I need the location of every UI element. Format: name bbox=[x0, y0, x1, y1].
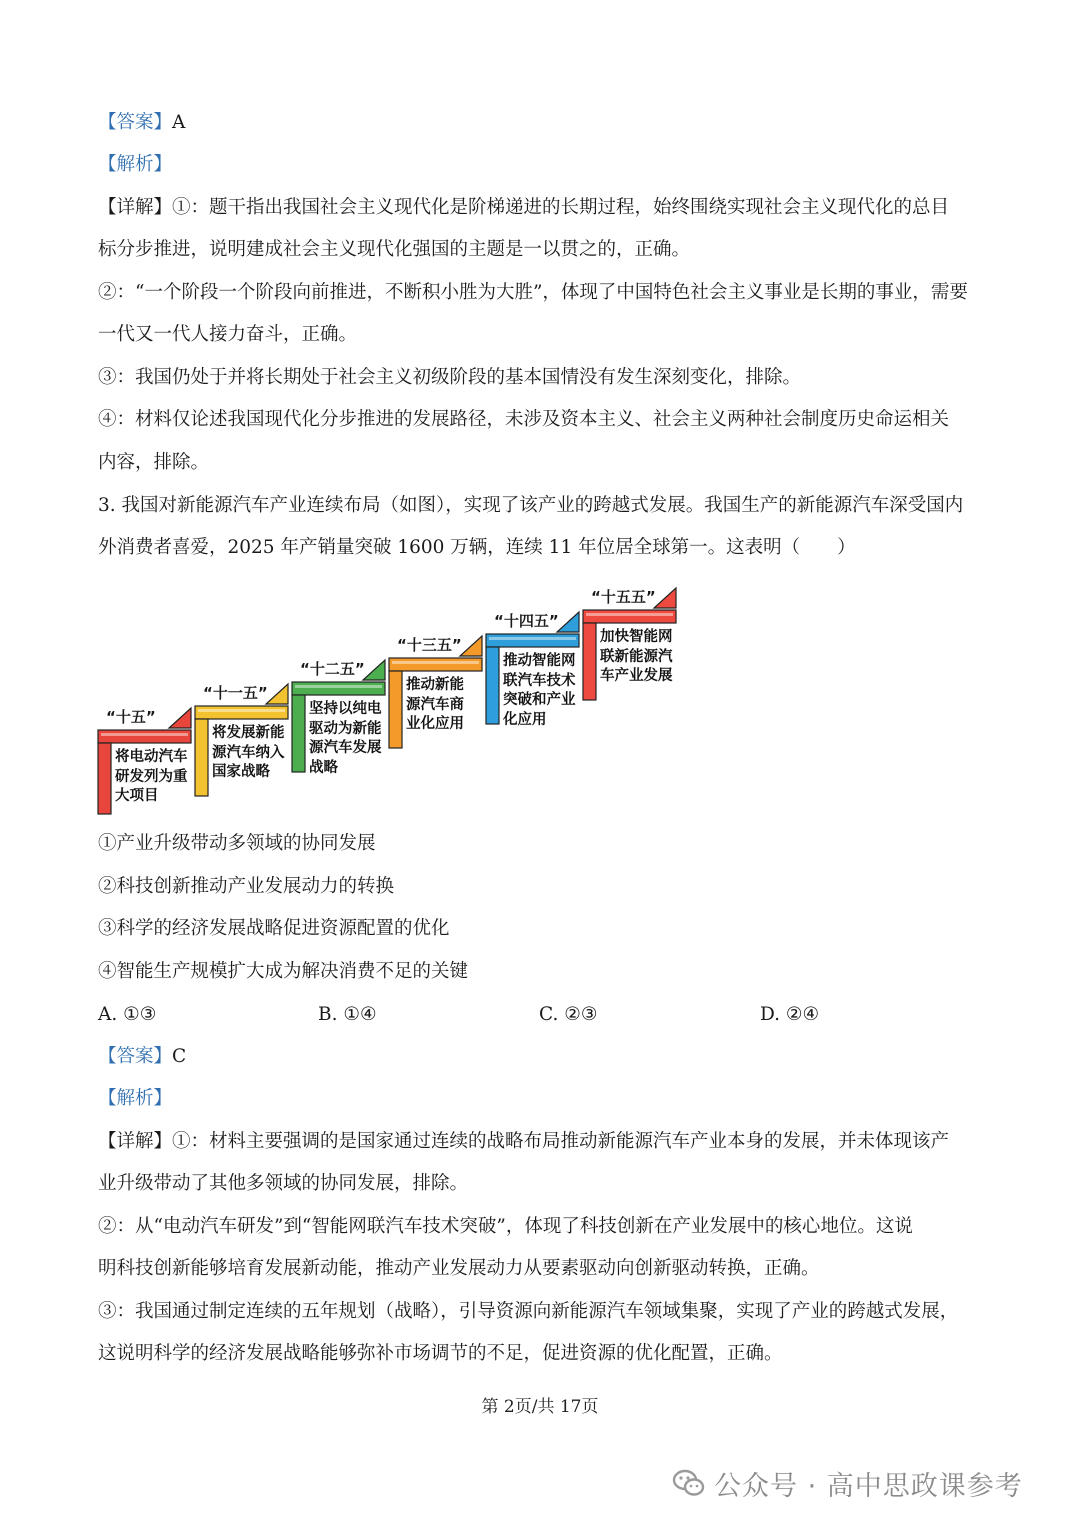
step-column-2 bbox=[195, 719, 208, 796]
step-text-line: 研发列为重 bbox=[115, 768, 188, 785]
step-highlight-2 bbox=[198, 709, 285, 712]
q2-detail-line-5: ③：我国仍处于并将长期处于社会主义初级阶段的基本国情没有发生深刻变化，排除。 bbox=[98, 367, 802, 388]
q3-detail-line-4: 明科技创新能够培育发展新动能，推动产业发展动力从要素驱动向创新驱动转换，正确。 bbox=[98, 1258, 820, 1279]
step-label-4: “十三五” bbox=[397, 636, 462, 654]
step-label-3: “十二五” bbox=[300, 660, 365, 678]
step-text-line: 突破和产业 bbox=[503, 692, 576, 708]
step-highlight-1 bbox=[101, 733, 188, 736]
step-text-line: 坚持以纯电 bbox=[309, 701, 382, 717]
step-text-line: 推动智能网 bbox=[503, 653, 576, 669]
step-text-line: 大项目 bbox=[115, 788, 159, 804]
step-text-line: 驱动为新能 bbox=[309, 720, 382, 737]
five-year-plan-staircase-figure bbox=[96, 576, 696, 816]
option-b: B. ①④ bbox=[318, 1004, 377, 1025]
step-highlight-3 bbox=[295, 685, 382, 688]
wechat-icon bbox=[672, 1466, 706, 1500]
step-bar-3 bbox=[292, 682, 385, 695]
step-column-5 bbox=[486, 647, 499, 724]
step-flag-3 bbox=[363, 660, 385, 680]
step-label-1: “十五” bbox=[106, 708, 156, 726]
step-bar-1 bbox=[98, 730, 191, 743]
q2-detail-line-2: 标分步推进，说明建成社会主义现代化强国的主题是一以贯之的，正确。 bbox=[98, 239, 691, 260]
step-text-line: 将电动汽车 bbox=[115, 749, 188, 765]
q3-answer-line bbox=[98, 1045, 984, 1069]
option-d: D. ②④ bbox=[760, 1004, 820, 1025]
step-bar-6 bbox=[583, 610, 676, 623]
q3-stem-line-1: 3. 我国对新能源汽车产业连续布局（如图），实现了该产业的跨越式发展。我国生产的新能源汽车深受国内 bbox=[98, 495, 964, 516]
step-bar-2 bbox=[195, 706, 288, 719]
step-text-line: 业化应用 bbox=[406, 716, 464, 732]
q3-statement-2: ②科技创新推动产业发展动力的转换 bbox=[98, 876, 395, 897]
step-text-line: 车产业发展 bbox=[600, 668, 673, 684]
step-flag-6 bbox=[654, 588, 676, 608]
step-bar-5 bbox=[486, 634, 579, 647]
q3-analysis-line bbox=[98, 1087, 984, 1111]
step-label-5: “十四五” bbox=[494, 612, 559, 630]
q3-stem-line-2: 外消费者喜爱，2025 年产销量突破 1600 万辆，连续 11 年位居全球第一。这表明（ ） bbox=[98, 537, 856, 558]
watermark-text: 公众号 · 高中思政课参考 bbox=[714, 1470, 1023, 1502]
q2-detail-line-3: ②：“一个阶段一个阶段向前推进，不断积小胜为大胜”，体现了中国特色社会主义事业是长期的事业，需要 bbox=[98, 282, 968, 303]
step-text-line: 国家战略 bbox=[212, 764, 270, 780]
step-column-3 bbox=[292, 695, 305, 772]
step-label-6: “十五五” bbox=[591, 588, 656, 606]
step-text-5 bbox=[503, 652, 576, 730]
step-column-1 bbox=[98, 743, 111, 814]
q3-statement-4: ④智能生产规模扩大成为解决消费不足的关键 bbox=[98, 961, 469, 982]
step-bar-4 bbox=[389, 658, 482, 671]
q2-detail-line-6: ④：材料仅论述我国现代化分步推进的发展路径，未涉及资本主义、社会主义两种社会制度历史命运相关 bbox=[98, 409, 950, 430]
analysis-tag: 【解析】 bbox=[98, 154, 173, 175]
q2-analysis-line bbox=[98, 153, 984, 177]
option-a: A. ①③ bbox=[98, 1004, 157, 1025]
answer-value: A bbox=[172, 112, 186, 133]
step-text-3 bbox=[309, 700, 382, 778]
step-text-6 bbox=[600, 628, 673, 687]
step-text-line: 将发展新能 bbox=[212, 725, 285, 741]
step-text-1 bbox=[115, 748, 188, 807]
step-text-line: 联汽车技术 bbox=[503, 672, 576, 689]
step-column-4 bbox=[389, 671, 402, 748]
step-flag-4 bbox=[460, 636, 482, 656]
step-text-line: 联新能源汽 bbox=[600, 648, 673, 665]
step-text-line: 加快智能网 bbox=[600, 629, 673, 645]
option-c: C. ②③ bbox=[539, 1004, 598, 1025]
step-flag-1 bbox=[169, 708, 191, 728]
q3-statement-1: ①产业升级带动多领域的协同发展 bbox=[98, 833, 376, 854]
analysis-tag: 【解析】 bbox=[98, 1088, 173, 1109]
q3-detail-line-1: 【详解】①：材料主要强调的是国家通过连续的战略布局推动新能源汽车产业本身的发展，并未体现该产 bbox=[98, 1131, 950, 1152]
step-column-6 bbox=[583, 623, 596, 700]
answer-tag: 【答案】 bbox=[98, 112, 173, 133]
step-text-4 bbox=[406, 676, 464, 735]
detail-tag: 【详解】 bbox=[98, 197, 173, 218]
step-label-2: “十一五” bbox=[203, 684, 268, 702]
answer-value: C bbox=[172, 1046, 187, 1067]
q3-detail-line-2: 业升级带动了其他多领域的协同发展，排除。 bbox=[98, 1173, 469, 1194]
q3-detail-line-6: 这说明科学的经济发展战略能够弥补市场调节的不足，促进资源的优化配置，正确。 bbox=[98, 1343, 783, 1364]
page-number: 第 2页/共 17页 bbox=[481, 1397, 599, 1417]
q2-answer-line bbox=[98, 111, 984, 135]
step-text-line: 源汽车发展 bbox=[309, 740, 382, 756]
step-text-line: 战略 bbox=[309, 759, 338, 776]
step-text-line: 推动新能 bbox=[406, 677, 464, 693]
step-text-2 bbox=[212, 724, 285, 783]
q2-detail-line-1: 【详解】①：题干指出我国社会主义现代化是阶梯递进的长期过程，始终围绕实现社会主义现代化的总目 bbox=[98, 197, 950, 218]
step-text-line: 源汽车商 bbox=[406, 696, 464, 713]
q3-statement-3: ③科学的经济发展战略促进资源配置的优化 bbox=[98, 918, 450, 939]
step-text-line: 源汽车纳入 bbox=[212, 744, 285, 761]
q3-detail-line-3: ②：从“电动汽车研发”到“智能网联汽车技术突破”，体现了科技创新在产业发展中的核心地位。这说 bbox=[98, 1216, 913, 1237]
step-highlight-5 bbox=[489, 637, 576, 640]
q3-detail-line-5: ③：我国通过制定连续的五年规划（战略），引导资源向新能源汽车领域集聚，实现了产业的跨越式发展， bbox=[98, 1301, 959, 1322]
answer-tag: 【答案】 bbox=[98, 1046, 173, 1067]
q2-detail-line-7: 内容，排除。 bbox=[98, 452, 210, 473]
q2-detail-line-4: 一代又一代人接力奋斗，正确。 bbox=[98, 324, 358, 345]
detail-tag: 【详解】 bbox=[98, 1131, 173, 1152]
step-text-line: 化应用 bbox=[503, 711, 547, 728]
watermark bbox=[672, 1463, 1023, 1503]
step-highlight-6 bbox=[586, 613, 673, 616]
step-highlight-4 bbox=[392, 661, 479, 664]
step-flag-5 bbox=[557, 612, 579, 632]
step-flag-2 bbox=[266, 684, 288, 704]
